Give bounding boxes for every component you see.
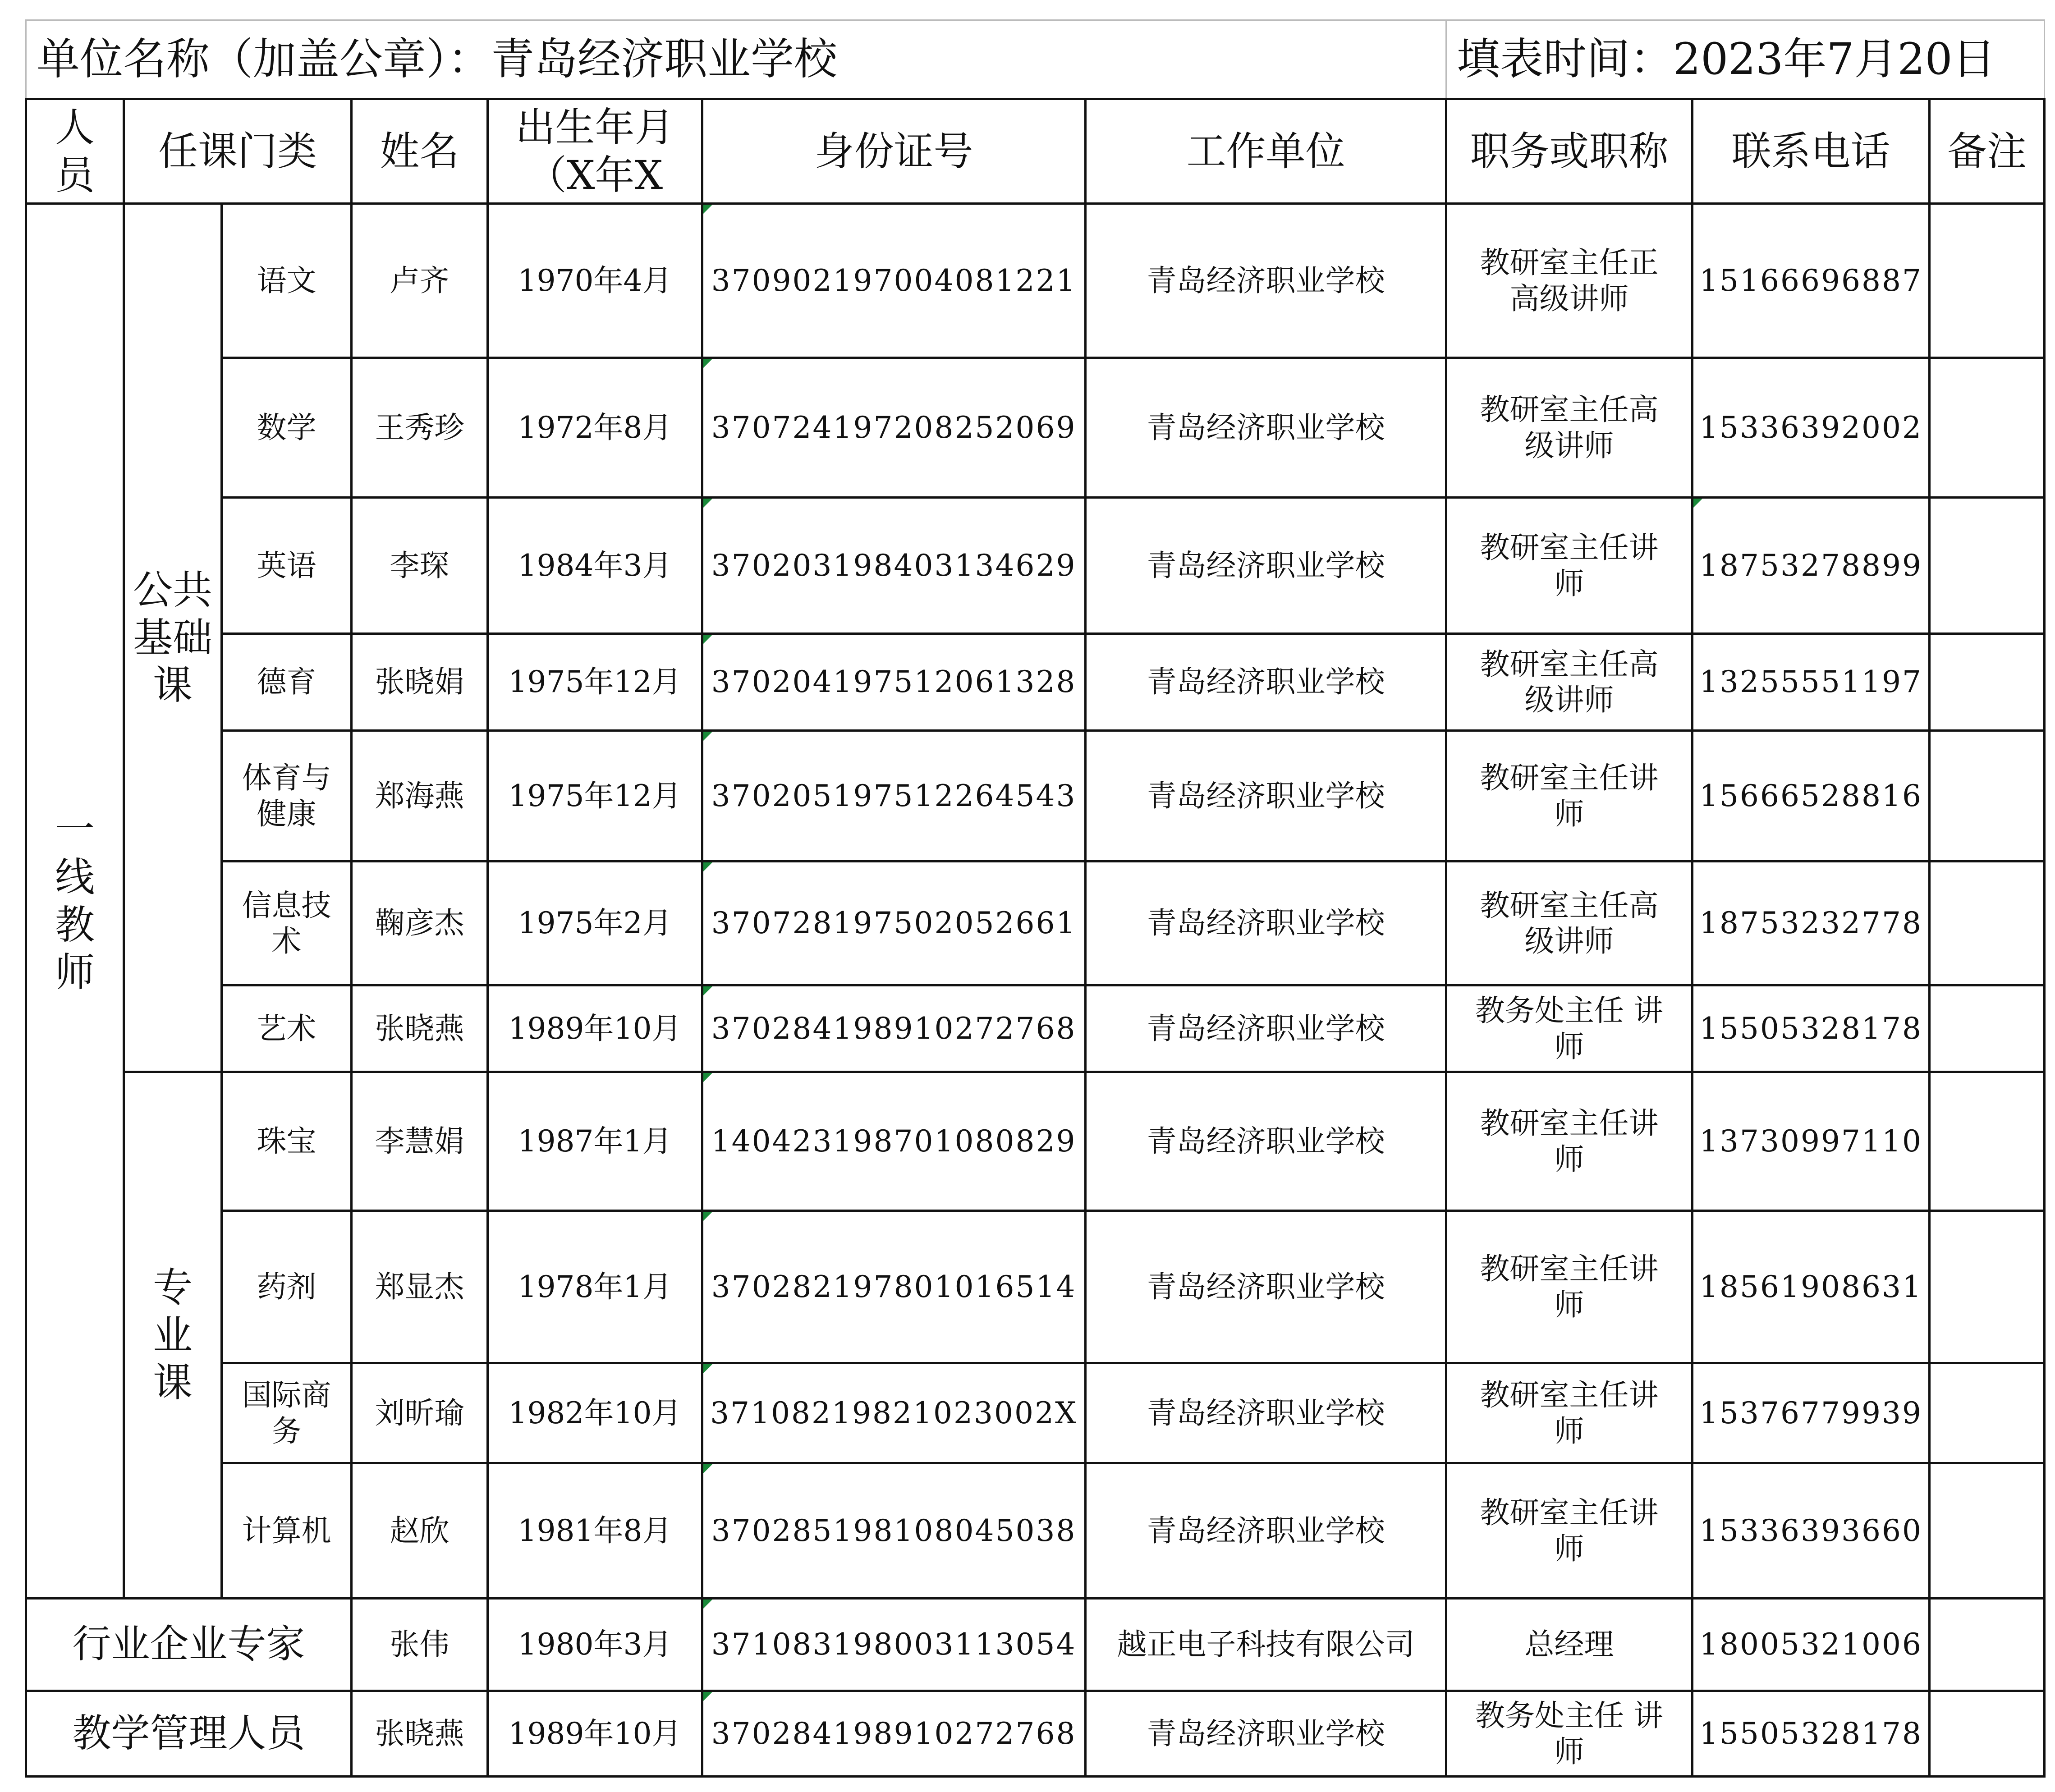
subject-cell: 数学: [222, 358, 352, 498]
remark-cell: [1930, 358, 2045, 498]
id-cell: 140423198701080829: [702, 1072, 1086, 1211]
table-row: [26, 1463, 2045, 1599]
birth-cell: 1989年10月: [488, 985, 702, 1072]
id-cell: 37108219821023002X: [702, 1363, 1086, 1463]
id-cell: 370285198108045038: [702, 1463, 1086, 1599]
remark-cell: [1930, 1691, 2045, 1777]
name-cell: 张晓燕: [352, 985, 488, 1072]
title-cell: 教研室主任高级讲师: [1446, 634, 1693, 731]
unit-cell: 青岛经济职业学校: [1086, 358, 1446, 498]
subject-cell: 计算机: [222, 1463, 352, 1599]
subject-cell: 珠宝: [222, 1072, 352, 1211]
fill-time-field: [1446, 20, 2045, 99]
table-row: [26, 1363, 2045, 1463]
title-cell: 总经理: [1446, 1599, 1693, 1691]
phone-cell: 15336392002: [1693, 358, 1930, 498]
phone-cell: 18753278899: [1693, 498, 1930, 634]
col-id-number: 身份证号: [702, 99, 1086, 204]
unit-cell: 青岛经济职业学校: [1086, 1211, 1446, 1363]
id-cell: 370284198910272768: [702, 985, 1086, 1072]
name-cell: 卢齐: [352, 204, 488, 358]
unit-cell: 青岛经济职业学校: [1086, 731, 1446, 862]
subject-cell: 语文: [222, 204, 352, 358]
subject-cell: 药剂: [222, 1211, 352, 1363]
staff-registration-sheet: [25, 19, 2046, 1778]
unit-cell: 越正电子科技有限公司: [1086, 1599, 1446, 1691]
remark-cell: [1930, 985, 2045, 1072]
name-cell: 鞠彦杰: [352, 862, 488, 985]
phone-cell: 15666528816: [1693, 731, 1930, 862]
birth-cell: 1978年1月: [488, 1211, 702, 1363]
subject-cell: 艺术: [222, 985, 352, 1072]
col-personnel: 人员: [26, 99, 124, 204]
unit-cell: 青岛经济职业学校: [1086, 985, 1446, 1072]
id-cell: 370205197512264543: [702, 731, 1086, 862]
col-title: 职务或职称: [1446, 99, 1693, 204]
remark-cell: [1930, 1072, 2045, 1211]
table-row: [26, 1691, 2045, 1777]
table-row: [26, 204, 2045, 358]
col-work-unit: 工作单位: [1086, 99, 1446, 204]
phone-cell: 13255551197: [1693, 634, 1930, 731]
table-row: [26, 1072, 2045, 1211]
birth-cell: 1981年8月: [488, 1463, 702, 1599]
name-cell: 张伟: [352, 1599, 488, 1691]
col-remark: 备注: [1930, 99, 2045, 204]
unit-cell: 青岛经济职业学校: [1086, 1691, 1446, 1777]
phone-cell: 15336393660: [1693, 1463, 1930, 1599]
subject-cell: 国际商务: [222, 1363, 352, 1463]
unit-cell: 青岛经济职业学校: [1086, 498, 1446, 634]
title-cell: 教研室主任讲师: [1446, 731, 1693, 862]
name-cell: 王秀珍: [352, 358, 488, 498]
unit-cell: 青岛经济职业学校: [1086, 634, 1446, 731]
id-cell: 370728197502052661: [702, 862, 1086, 985]
name-cell: 刘昕瑜: [352, 1363, 488, 1463]
col-name: 姓名: [352, 99, 488, 204]
col-course-category: 任课门类: [124, 99, 352, 204]
title-cell: 教研室主任讲师: [1446, 1211, 1693, 1363]
phone-cell: 15505328178: [1693, 1691, 1930, 1777]
table-row: [26, 985, 2045, 1072]
col-phone: 联系电话: [1693, 99, 1930, 204]
name-cell: 赵欣: [352, 1463, 488, 1599]
id-cell: 370204197512061328: [702, 634, 1086, 731]
remark-cell: [1930, 1599, 2045, 1691]
name-cell: 郑显杰: [352, 1211, 488, 1363]
column-header-row: [26, 99, 2045, 204]
unit-cell: 青岛经济职业学校: [1086, 862, 1446, 985]
remark-cell: [1930, 1211, 2045, 1363]
phone-cell: 18561908631: [1693, 1211, 1930, 1363]
subject-cell: 体育与健康: [222, 731, 352, 862]
table-row: [26, 862, 2045, 985]
phone-cell: 15166696887: [1693, 204, 1930, 358]
remark-cell: [1930, 498, 2045, 634]
remark-cell: [1930, 731, 2045, 862]
group-frontline: 一线教师: [26, 204, 124, 1599]
fill-time-label: 填表时间：: [1457, 33, 1674, 84]
group-industry-expert: 行业企业专家: [26, 1599, 352, 1691]
unit-cell: 青岛经济职业学校: [1086, 1363, 1446, 1463]
title-cell: 教研室主任高级讲师: [1446, 862, 1693, 985]
id-cell: 370282197801016514: [702, 1211, 1086, 1363]
remark-cell: [1930, 204, 2045, 358]
birth-cell: 1984年3月: [488, 498, 702, 634]
remark-cell: [1930, 862, 2045, 985]
birth-cell: 1975年12月: [488, 634, 702, 731]
title-cell: 教务处主任 讲师: [1446, 1691, 1693, 1777]
birth-cell: 1980年3月: [488, 1599, 702, 1691]
id-cell: 370284198910272768: [702, 1691, 1086, 1777]
birth-cell: 1970年4月: [488, 204, 702, 358]
phone-cell: 13730997110: [1693, 1072, 1930, 1211]
title-cell: 教研室主任讲师: [1446, 1463, 1693, 1599]
col-birth: 出生年月（X年X: [488, 99, 702, 204]
name-cell: 张晓燕: [352, 1691, 488, 1777]
title-cell: 教研室主任正高级讲师: [1446, 204, 1693, 358]
unit-name-field: [26, 20, 1446, 99]
remark-cell: [1930, 634, 2045, 731]
subject-cell: 英语: [222, 498, 352, 634]
unit-label: 单位名称（加盖公章）：: [37, 33, 491, 84]
table-row: [26, 731, 2045, 862]
title-cell: 教务处主任 讲师: [1446, 985, 1693, 1072]
unit-cell: 青岛经济职业学校: [1086, 1072, 1446, 1211]
title-cell: 教研室主任讲师: [1446, 1363, 1693, 1463]
id-cell: 371083198003113054: [702, 1599, 1086, 1691]
fill-time: 2023年7月20日: [1673, 33, 1996, 84]
phone-cell: 15505328178: [1693, 985, 1930, 1072]
group-professional: 专业课: [124, 1072, 222, 1599]
birth-cell: 1975年12月: [488, 731, 702, 862]
name-cell: 郑海燕: [352, 731, 488, 862]
table-row: [26, 634, 2045, 731]
table-row: [26, 498, 2045, 634]
title-cell: 教研室主任高级讲师: [1446, 358, 1693, 498]
phone-cell: 15376779939: [1693, 1363, 1930, 1463]
id-cell: 370203198403134629: [702, 498, 1086, 634]
unit-cell: 青岛经济职业学校: [1086, 204, 1446, 358]
form-header: [26, 20, 2045, 99]
remark-cell: [1930, 1463, 2045, 1599]
birth-cell: 1987年1月: [488, 1072, 702, 1211]
birth-cell: 1982年10月: [488, 1363, 702, 1463]
subject-cell: 德育: [222, 634, 352, 731]
birth-cell: 1989年10月: [488, 1691, 702, 1777]
id-cell: 370724197208252069: [702, 358, 1086, 498]
group-teaching-admin: 教学管理人员: [26, 1691, 352, 1777]
unit-cell: 青岛经济职业学校: [1086, 1463, 1446, 1599]
birth-cell: 1972年8月: [488, 358, 702, 498]
table-row: [26, 1211, 2045, 1363]
id-cell: 370902197004081221: [702, 204, 1086, 358]
title-cell: 教研室主任讲师: [1446, 1072, 1693, 1211]
table-row: [26, 358, 2045, 498]
name-cell: 李琛: [352, 498, 488, 634]
subject-cell: 信息技术: [222, 862, 352, 985]
unit-name: 青岛经济职业学校: [491, 33, 837, 84]
group-public-basic: 公共基础课: [124, 204, 222, 1072]
phone-cell: 18753232778: [1693, 862, 1930, 985]
staff-table: [25, 19, 2046, 1778]
birth-cell: 1975年2月: [488, 862, 702, 985]
name-cell: 李慧娟: [352, 1072, 488, 1211]
table-row: [26, 1599, 2045, 1691]
name-cell: 张晓娟: [352, 634, 488, 731]
title-cell: 教研室主任讲师: [1446, 498, 1693, 634]
phone-cell: 18005321006: [1693, 1599, 1930, 1691]
remark-cell: [1930, 1363, 2045, 1463]
